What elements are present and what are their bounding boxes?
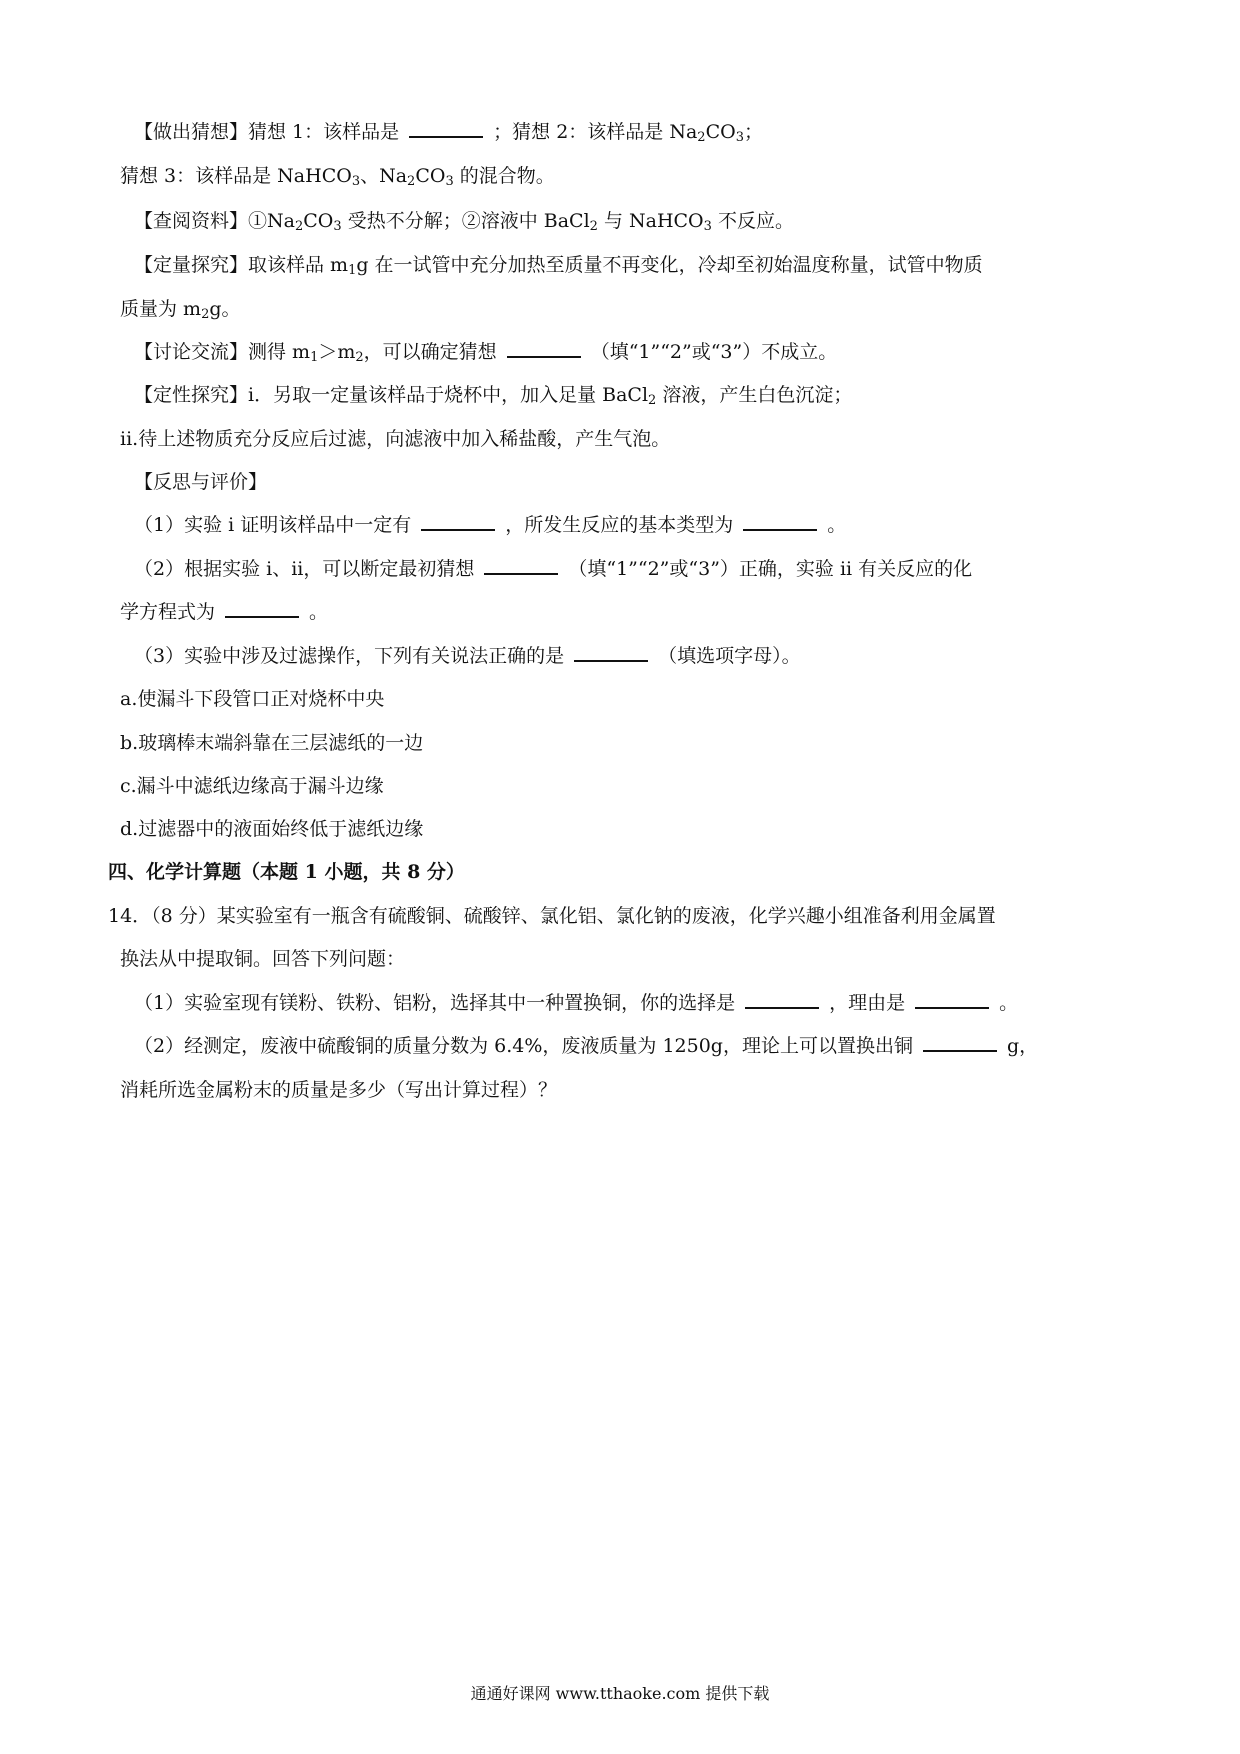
q14-part-2-cont: [120, 1076, 557, 1104]
punctuation: 。: [827, 514, 847, 536]
discussion-label: 【讨论交流】: [134, 341, 249, 363]
reflection-item-3: [134, 642, 801, 670]
guess-label: 【做出猜想】: [134, 121, 249, 143]
q14-text: （2）经测定，废液中硫酸铜的质量分数为 6.4%，废液质量为 1250g，理论上可以置换出铜: [134, 1035, 913, 1057]
guess1-text: 猜想 1：该样品是: [248, 121, 400, 143]
qualitative-label: 【定性探究】: [134, 384, 249, 406]
reference-text: 受热不分解；②溶液中 BaCl: [341, 210, 590, 232]
q14-text: 14．（8 分）某实验室有一瓶含有硫酸铜、硫酸锌、氯化铝、氯化钠的废液，化学兴趣小组准备利用金属置: [108, 905, 996, 927]
reflection-text: （2）根据实验 i、ii，可以断定最初猜想: [134, 558, 475, 580]
discussion-text: ，可以确定猜想: [363, 341, 497, 363]
reference-text: 不反应。: [711, 210, 794, 232]
answer-blank-r1a[interactable]: [421, 511, 495, 531]
q14-text: 换法从中提取铜。回答下列问题：: [120, 948, 406, 970]
subscript: 2: [648, 393, 657, 408]
qualitative-line-2: [120, 425, 670, 453]
reference-text: 与 NaHCO: [597, 210, 704, 232]
option-d: [120, 815, 423, 843]
option-c: [120, 772, 384, 800]
reflection-text: （填选项字母）。: [658, 645, 801, 667]
q14-line-2: [120, 945, 405, 973]
q14-part-1: [134, 989, 1018, 1017]
option-d-text: d.过滤器中的液面始终低于滤纸边缘: [120, 818, 424, 840]
quantitative-text: g 在一试管中充分加热至质量不再变化，冷却至初始温度称量，试管中物质: [356, 254, 983, 276]
reflection-text: 学方程式为: [120, 601, 216, 623]
answer-blank-r2b[interactable]: [225, 598, 299, 618]
answer-blank-q14-reason[interactable]: [915, 989, 989, 1009]
subscript: 2: [407, 174, 416, 189]
answer-blank-discussion[interactable]: [507, 338, 581, 358]
subscript: 2: [355, 350, 364, 365]
q14-line-1: [108, 902, 996, 930]
subscript: 1: [310, 350, 319, 365]
formula-part: CO: [705, 121, 736, 143]
quantitative-line: [134, 251, 983, 279]
footer-text: 通通好课网 www.tthaoke.com 提供下载: [470, 1684, 770, 1703]
punctuation: ；: [743, 121, 763, 143]
subscript: 2: [697, 130, 706, 145]
discussion-line: [134, 338, 837, 366]
formula-part: ①Na: [248, 210, 295, 232]
subscript: 1: [348, 263, 357, 278]
answer-blank-r1b[interactable]: [743, 511, 817, 531]
discussion-text: ＞m: [318, 341, 356, 363]
formula-part: 、Na: [360, 165, 408, 187]
subscript: 3: [445, 174, 454, 189]
qualitative-text: 溶液，产生白色沉淀；: [656, 384, 853, 406]
quantitative-text: 取该样品 m: [248, 254, 349, 276]
reference-line: [134, 207, 794, 235]
q14-text: g，: [1006, 1035, 1039, 1057]
guess3-line: [120, 162, 555, 190]
answer-blank-guess1[interactable]: [409, 118, 483, 138]
discussion-text: 测得 m: [248, 341, 311, 363]
subscript: 3: [703, 219, 712, 234]
formula-part: CO: [303, 210, 334, 232]
subscript: 3: [735, 130, 744, 145]
section-heading-text: 四、化学计算题（本题 1 小题，共 8 分）: [108, 861, 465, 883]
answer-blank-r3[interactable]: [574, 642, 648, 662]
subscript: 2: [201, 307, 210, 322]
q14-text: （1）实验室现有镁粉、铁粉、铝粉，选择其中一种置换铜，你的选择是: [134, 992, 736, 1014]
reflection-label: 【反思与评价】: [134, 471, 268, 493]
q14-text: 消耗所选金属粉末的质量是多少（写出计算过程）？: [120, 1079, 558, 1101]
subscript: 2: [589, 219, 598, 234]
qualitative-line: [134, 381, 852, 409]
subscript: 2: [294, 219, 304, 234]
qualitative-text: ii.待上述物质充分反应后过滤，向滤液中加入稀盐酸，产生气泡。: [120, 428, 671, 450]
reflection-item-1: [134, 511, 846, 539]
quantitative-line-2: [120, 295, 241, 323]
guess2-text: ；猜想 2：该样品是 Na: [493, 121, 698, 143]
subscript: 3: [351, 174, 361, 189]
q14-text: ，理由是: [829, 992, 906, 1014]
answer-blank-q14-copper[interactable]: [923, 1032, 997, 1052]
reflection-text: ，所发生反应的基本类型为: [505, 514, 734, 536]
option-b: [120, 729, 423, 757]
formula-part: CO: [415, 165, 446, 187]
section-heading: [108, 858, 465, 886]
quantitative-label: 【定量探究】: [134, 254, 249, 276]
page-footer: [0, 1682, 1240, 1706]
qualitative-text: i．另取一定量该样品于烧杯中，加入足量 BaCl: [248, 384, 649, 406]
discussion-text: （填“1”“2”或“3”）不成立。: [590, 341, 838, 363]
reference-label: 【查阅资料】: [134, 210, 249, 232]
subscript: 3: [333, 219, 342, 234]
reflection-text: （1）实验 i 证明该样品中一定有: [134, 514, 412, 536]
option-c-text: c.漏斗中滤纸边缘高于漏斗边缘: [120, 775, 384, 797]
guess3-text: 猜想 3：该样品是 NaHCO: [120, 165, 352, 187]
q14-part-2: [134, 1032, 1038, 1060]
punctuation: 。: [309, 601, 329, 623]
reflection-text: （3）实验中涉及过滤操作，下列有关说法正确的是: [134, 645, 565, 667]
option-a: [120, 685, 384, 713]
guess-line: [134, 118, 763, 146]
reflection-text: （填“1”“2”或“3”）正确，实验 ii 有关反应的化: [568, 558, 973, 580]
answer-blank-q14-choice[interactable]: [745, 989, 819, 1009]
reflection-item-2: [134, 555, 972, 583]
answer-blank-r2a[interactable]: [484, 555, 558, 575]
option-b-text: b.玻璃棒末端斜靠在三层滤纸的一边: [120, 732, 424, 754]
quantitative-text: g。: [209, 298, 241, 320]
option-a-text: a.使漏斗下段管口正对烧杯中央: [120, 688, 385, 710]
punctuation: 。: [999, 992, 1019, 1014]
quantitative-text: 质量为 m: [120, 298, 202, 320]
reflection-label-line: [134, 468, 267, 496]
reflection-item-2-cont: [120, 598, 328, 626]
guess3-end: 的混合物。: [453, 165, 555, 187]
